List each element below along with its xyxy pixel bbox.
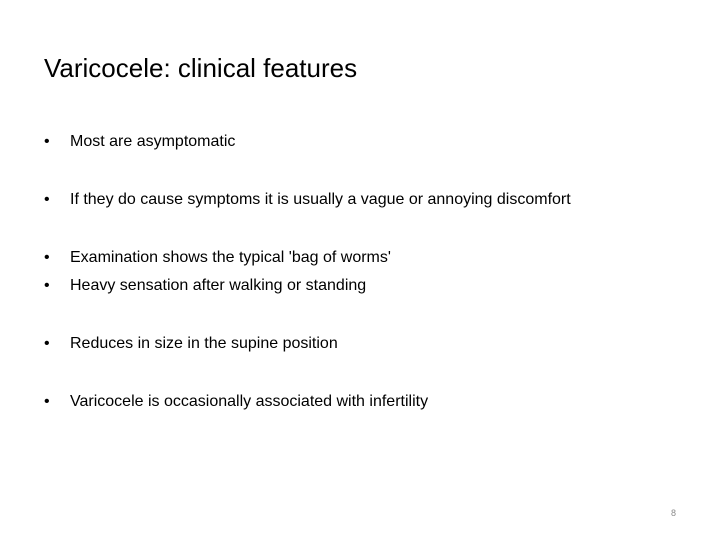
bullet-text: Most are asymptomatic: [70, 133, 236, 150]
bullet-dot: •: [44, 133, 50, 150]
bullet-dot: •: [44, 249, 50, 266]
bullet-text: Examination shows the typical 'bag of worms': [70, 249, 391, 266]
bullet-text: Heavy sensation after walking or standing: [70, 277, 367, 294]
bullet-item: [44, 275, 366, 297]
bullet-dot: •: [44, 191, 50, 208]
bullet-item: [44, 131, 235, 153]
bullet-dot: •: [44, 335, 50, 352]
page-number: 8: [670, 508, 676, 518]
bullet-dot: •: [44, 393, 50, 410]
bullet-text: Reduces in size in the supine position: [70, 335, 338, 352]
bullet-text: Varicocele is occasionally associated with infertility: [70, 393, 429, 410]
bullet-item: [44, 333, 338, 355]
bullet-text: If they do cause symptoms it is usually a vague or annoying discomfort: [70, 191, 571, 208]
bullet-item: [44, 391, 428, 413]
slide-title: Varicocele: clinical features: [44, 53, 358, 83]
bullet-item: [44, 189, 571, 211]
bullet-dot: •: [44, 277, 50, 294]
bullet-item: [44, 247, 391, 269]
